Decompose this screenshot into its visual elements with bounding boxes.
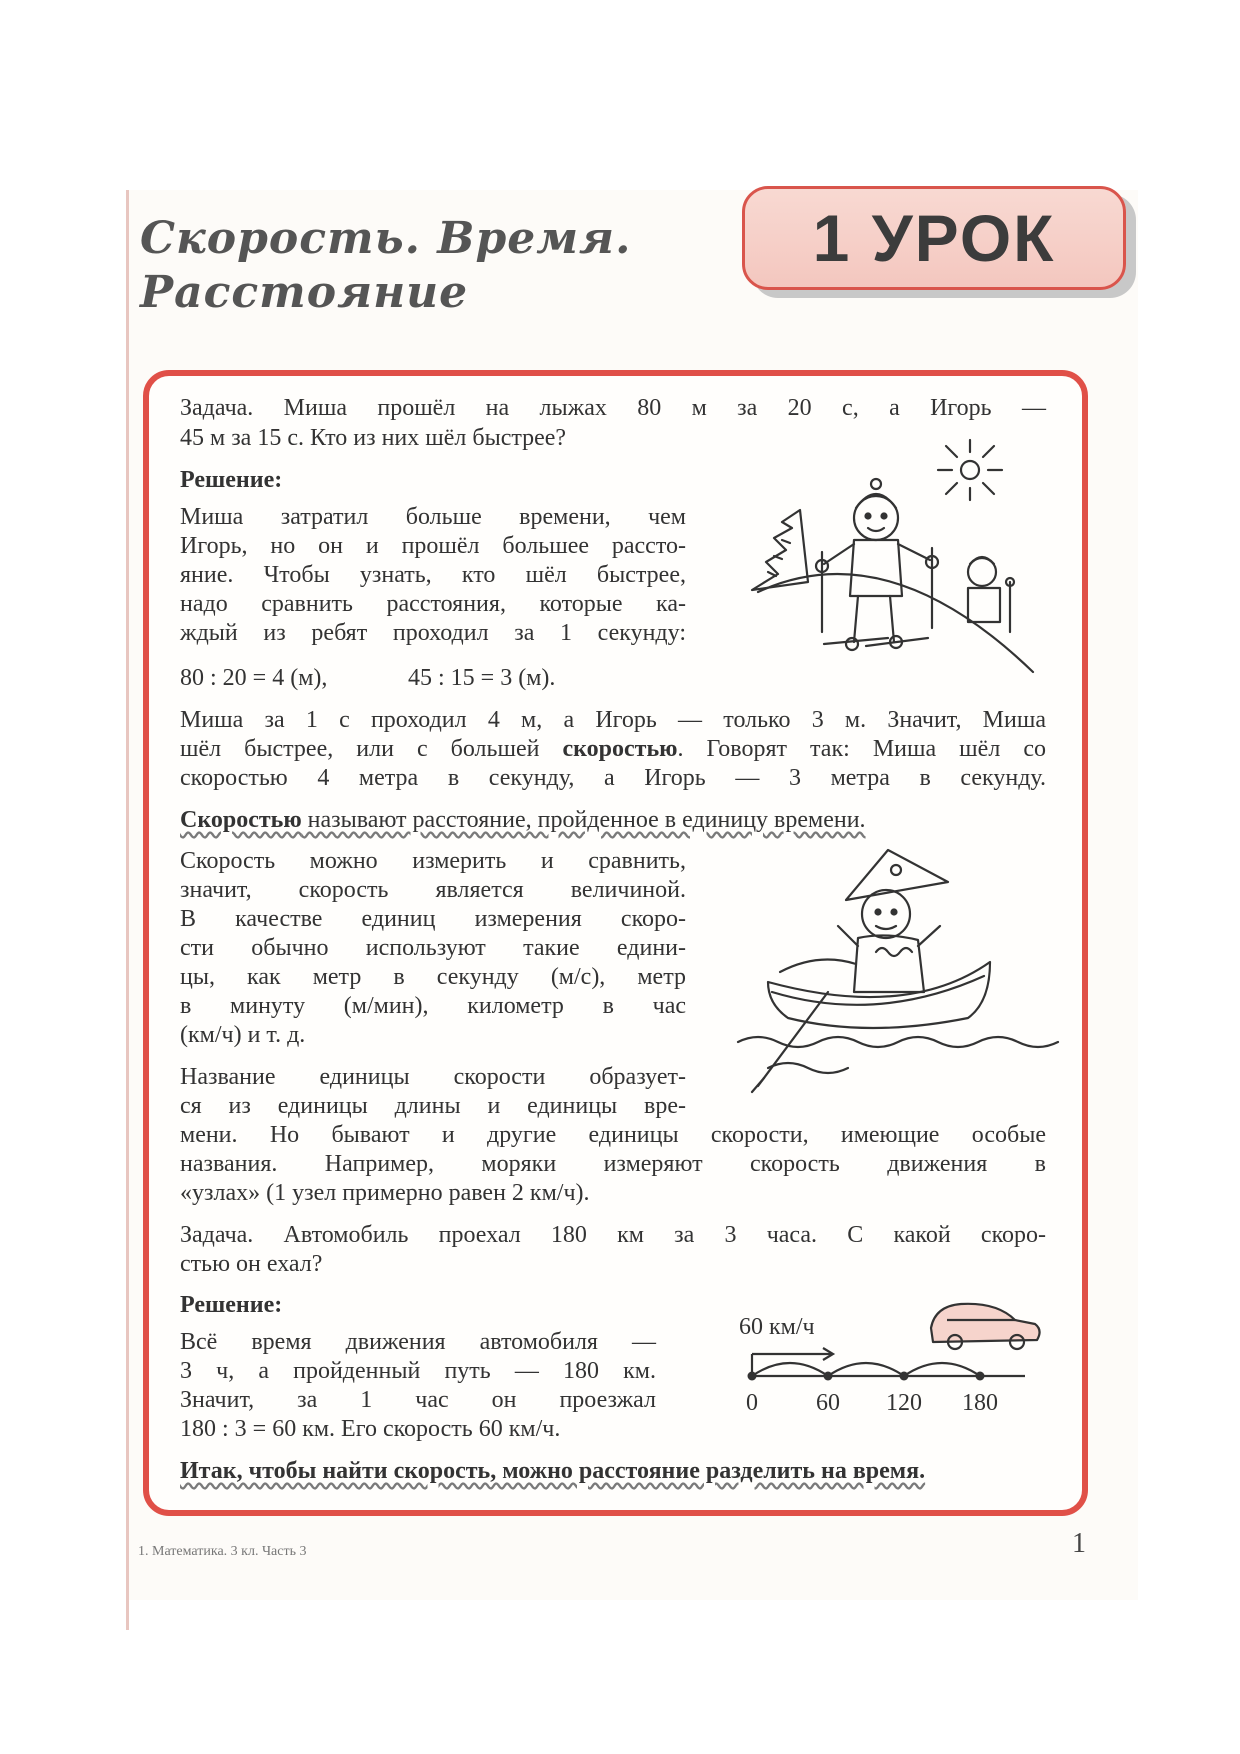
speed-term: скоростью xyxy=(562,736,678,762)
source-footer: 1. Математика. 3 кл. Часть 3 xyxy=(138,1544,307,1559)
tick-point-60 xyxy=(824,1372,833,1381)
segment-arc-1 xyxy=(752,1363,828,1376)
page-number: 1 xyxy=(1072,1528,1086,1559)
tick-label-180: 180 xyxy=(962,1390,998,1416)
conclusion-text-a: шёл быстрее, или с большей xyxy=(180,736,563,762)
tick-point-180 xyxy=(976,1372,985,1381)
sailor-boat-illustration xyxy=(728,842,1076,1102)
title-line-2: Расстояние xyxy=(140,267,469,318)
page-title xyxy=(140,212,631,320)
sun-icon xyxy=(938,440,1002,500)
tick-point-120 xyxy=(900,1372,909,1381)
task1-solution-heading: Решение: xyxy=(180,467,283,493)
distance-number-line xyxy=(735,1290,1065,1430)
task2-solution-line-4: 180 : 3 = 60 км. Его скорость 60 км/ч. xyxy=(180,1416,561,1442)
tick-label-120: 120 xyxy=(886,1390,922,1416)
names-line-3: мени. Но бывают и другие единицы скорости, имеющие особые xyxy=(180,1122,1046,1148)
page-edge xyxy=(126,190,129,1630)
task2-solution-line-3: Значит, за 1 час он проезжал xyxy=(180,1387,656,1413)
task1-conclusion-line-3: скоростью 4 метра в секунду, а Игорь — 3 метра в секунду. xyxy=(180,765,1046,791)
task1-conclusion-line-1: Миша за 1 с проходил 4 м, а Игорь — только 3 м. Значит, Миша xyxy=(180,707,1046,733)
speed-rule: Итак, чтобы найти скорость, можно расстояние разделить на время. xyxy=(180,1458,926,1484)
tick-point-0 xyxy=(748,1372,757,1381)
task1-equation-2: 45 : 15 = 3 (м). xyxy=(408,665,556,691)
task2-line-2: стью он ехал? xyxy=(180,1251,323,1277)
conclusion-text-b: . Говорят так: Миша шёл со xyxy=(677,736,1046,762)
title-line-1: Скорость. Время. xyxy=(140,213,632,264)
task1-solution-line-2: Игорь, но он и прошёл большее рассто- xyxy=(180,533,686,559)
segment-arc-2 xyxy=(828,1363,904,1376)
task1-solution-line-4: надо сравнить расстояния, которые ка- xyxy=(180,591,686,617)
lesson-badge xyxy=(742,186,1126,290)
task1-solution-line-1: Миша затратил больше времени, чем xyxy=(180,504,686,530)
task1-equation-1: 80 : 20 = 4 (м), xyxy=(180,665,328,691)
names-line-1: Название единицы скорости образует- xyxy=(180,1064,686,1090)
tick-label-60: 60 xyxy=(816,1390,840,1416)
names-line-4: названия. Например, моряки измеряют скорость движения в xyxy=(180,1151,1046,1177)
speed-definition xyxy=(180,806,866,836)
units-line-6: в минуту (м/мин), километр в час xyxy=(180,993,686,1019)
tick-label-0: 0 xyxy=(746,1390,758,1416)
task1-conclusion-line-2 xyxy=(180,735,1046,765)
names-line-5: «узлах» (1 узел примерно равен 2 км/ч). xyxy=(180,1180,590,1206)
car-icon xyxy=(931,1304,1040,1349)
units-line-3: В качестве единиц измерения скоро- xyxy=(180,906,686,932)
names-line-2: ся из единицы длины и единицы вре- xyxy=(180,1093,686,1119)
units-line-2: значит, скорость является величиной. xyxy=(180,877,686,903)
units-line-1: Скорость можно измерить и сравнить, xyxy=(180,848,686,874)
units-line-4: сти обычно используют такие едини- xyxy=(180,935,686,961)
lesson-badge-label: 1 УРОК xyxy=(812,201,1056,275)
skiers-illustration xyxy=(738,432,1038,678)
definition-text: называют расстояние, пройденное в единицу времени. xyxy=(301,807,866,833)
task2-solution-line-1: Всё время движения автомобиля — xyxy=(180,1329,656,1355)
task1-line-1: Задача. Миша прошёл на лыжах 80 м за 20 с, а Игорь — xyxy=(180,395,1046,421)
task2-solution-heading: Решение: xyxy=(180,1292,283,1318)
task1-line-2: 45 м за 15 с. Кто из них шёл быстрее? xyxy=(180,425,567,451)
task2-solution-line-2: 3 ч, а пройденный путь — 180 км. xyxy=(180,1358,656,1384)
units-line-7: (км/ч) и т. д. xyxy=(180,1022,306,1048)
definition-term: Скоростью xyxy=(180,807,302,833)
segment-arc-3 xyxy=(904,1363,980,1376)
task2-line-1: Задача. Автомобиль проехал 180 км за 3 часа. С какой скоро- xyxy=(180,1222,1046,1248)
task1-solution-line-3: яние. Чтобы узнать, кто шёл быстрее, xyxy=(180,562,686,588)
speed-label: 60 км/ч xyxy=(739,1314,815,1340)
task1-solution-line-5: ждый из ребят проходил за 1 секунду: xyxy=(180,620,686,646)
units-line-5: цы, как метр в секунду (м/с), метр xyxy=(180,964,686,990)
